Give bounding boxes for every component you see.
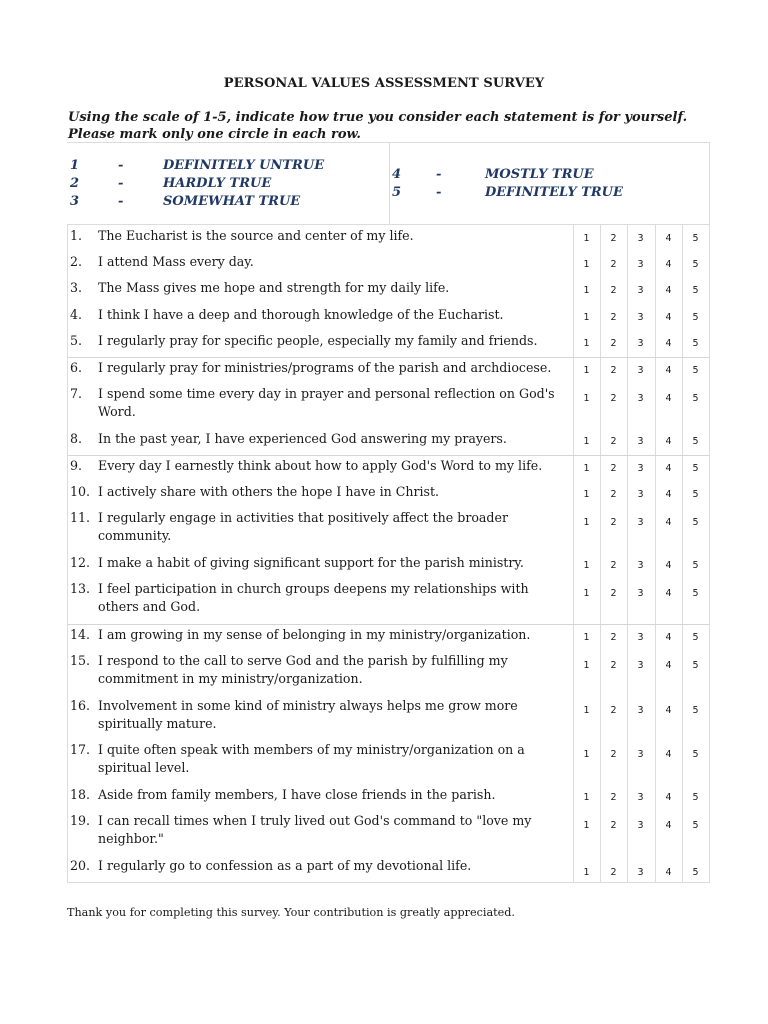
legend-dash: - [118,158,124,173]
legend-label: DEFINITELY TRUE [485,185,623,200]
table-column-divider [655,225,656,882]
question-text: I quite often speak with members of my ministry/organization on a spiritual level. [98,742,525,775]
rating-option-2[interactable]: 2 [610,588,617,599]
legend-num: 1 [70,158,80,173]
rating-option-5[interactable]: 5 [692,436,699,447]
rating-option-5[interactable]: 5 [692,312,699,323]
question-text: I spend some time every day in prayer and personal reflection on God's Word. [98,386,555,419]
legend-label: MOSTLY TRUE [485,167,594,182]
question-number: 2. [70,254,83,269]
question-text: I attend Mass every day. [98,254,254,269]
question-text: I regularly pray for ministries/programs of the parish and archdiocese. [98,360,552,375]
rating-option-2[interactable]: 2 [610,660,617,671]
survey-table [67,224,710,883]
table-column-divider [573,225,574,882]
rating-option-5[interactable]: 5 [692,588,699,599]
rating-option-3[interactable]: 3 [637,660,644,671]
rating-option-2[interactable]: 2 [610,338,617,349]
rating-option-3[interactable]: 3 [637,312,644,323]
legend-num: 3 [70,194,80,209]
rating-option-3[interactable]: 3 [637,517,644,528]
question-number: 3. [70,280,83,295]
rating-option-3[interactable]: 3 [637,820,644,831]
rating-option-4[interactable]: 4 [665,560,672,571]
rating-option-3[interactable]: 3 [637,867,644,878]
question-number: 4. [70,307,83,322]
question-text: In the past year, I have experienced God answering my prayers. [98,431,507,446]
question-number: 1. [70,228,83,243]
rating-option-1[interactable]: 1 [583,259,590,270]
rating-option-5[interactable]: 5 [692,489,699,500]
rating-option-5[interactable]: 5 [692,393,699,404]
question-text: I am growing in my sense of belonging in my ministry/organization. [98,627,531,642]
rating-option-2[interactable]: 2 [610,312,617,323]
rating-option-1[interactable]: 1 [583,820,590,831]
legend-right-column [389,143,710,225]
legend-dash: - [436,185,442,200]
rating-option-2[interactable]: 2 [610,867,617,878]
rating-option-3[interactable]: 3 [637,259,644,270]
rating-option-3[interactable]: 3 [637,233,644,244]
legend-dash: - [118,176,124,191]
legend-dash: - [118,194,124,209]
table-column-divider [682,225,683,882]
instructions-line-1: Using the scale of 1-5, indicate how true you consider each statement is for yourself. [68,110,688,125]
question-number: 7. [70,386,83,401]
question-number: 18. [70,787,91,802]
rating-option-4[interactable]: 4 [665,749,672,760]
instructions-line-2: Please mark only one circle in each row. [68,127,361,142]
rating-option-5[interactable]: 5 [692,338,699,349]
rating-option-1[interactable]: 1 [583,632,590,643]
rating-option-4[interactable]: 4 [665,436,672,447]
rating-option-2[interactable]: 2 [610,259,617,270]
rating-option-3[interactable]: 3 [637,588,644,599]
rating-option-2[interactable]: 2 [610,285,617,296]
rating-option-5[interactable]: 5 [692,820,699,831]
rating-option-3[interactable]: 3 [637,792,644,803]
question-number: 11. [70,510,91,525]
rating-option-4[interactable]: 4 [665,365,672,376]
rating-option-4[interactable]: 4 [665,338,672,349]
table-group-divider [68,624,709,625]
rating-option-5[interactable]: 5 [692,259,699,270]
table-group-divider [68,455,709,456]
question-text: I can recall times when I truly lived out God's command to "love my neighbor." [98,813,532,846]
rating-option-5[interactable]: 5 [692,517,699,528]
rating-option-3[interactable]: 3 [637,338,644,349]
rating-option-2[interactable]: 2 [610,517,617,528]
rating-option-2[interactable]: 2 [610,560,617,571]
question-number: 14. [70,627,91,642]
rating-option-1[interactable]: 1 [583,749,590,760]
rating-option-2[interactable]: 2 [610,820,617,831]
rating-option-3[interactable]: 3 [637,285,644,296]
question-text: The Eucharist is the source and center of my life. [98,228,414,243]
rating-option-1[interactable]: 1 [583,588,590,599]
rating-option-2[interactable]: 2 [610,436,617,447]
table-group-divider [68,357,709,358]
legend-left-column [67,143,390,225]
rating-option-5[interactable]: 5 [692,792,699,803]
rating-option-2[interactable]: 2 [610,463,617,474]
rating-option-3[interactable]: 3 [637,365,644,376]
rating-option-3[interactable]: 3 [637,436,644,447]
question-number: 9. [70,458,83,473]
rating-option-4[interactable]: 4 [665,632,672,643]
rating-option-2[interactable]: 2 [610,705,617,716]
rating-option-5[interactable]: 5 [692,285,699,296]
question-number: 8. [70,431,83,446]
rating-option-1[interactable]: 1 [583,285,590,296]
rating-option-3[interactable]: 3 [637,393,644,404]
rating-option-1[interactable]: 1 [583,660,590,671]
rating-option-4[interactable]: 4 [665,463,672,474]
question-number: 13. [70,581,91,596]
rating-option-2[interactable]: 2 [610,489,617,500]
rating-option-5[interactable]: 5 [692,749,699,760]
rating-option-2[interactable]: 2 [610,749,617,760]
rating-option-4[interactable]: 4 [665,867,672,878]
question-number: 6. [70,360,83,375]
rating-option-1[interactable]: 1 [583,560,590,571]
question-number: 15. [70,653,91,668]
rating-option-5[interactable]: 5 [692,705,699,716]
rating-option-1[interactable]: 1 [583,792,590,803]
question-text: I respond to the call to serve God and the parish by fulfilling my commitment in my ministry/organization. [98,653,508,686]
rating-option-5[interactable]: 5 [692,365,699,376]
rating-option-1[interactable]: 1 [583,393,590,404]
question-text: The Mass gives me hope and strength for my daily life. [98,280,450,295]
question-text: I make a habit of giving significant support for the parish ministry. [98,555,524,570]
rating-option-4[interactable]: 4 [665,705,672,716]
page-title: PERSONAL VALUES ASSESSMENT SURVEY [223,76,545,91]
legend-num: 5 [392,185,402,200]
rating-option-1[interactable]: 1 [583,338,590,349]
rating-option-4[interactable]: 4 [665,489,672,500]
footer-thanks: Thank you for completing this survey. Your contribution is greatly appreciated. [67,906,515,919]
rating-option-4[interactable]: 4 [665,312,672,323]
rating-option-4[interactable]: 4 [665,660,672,671]
rating-option-1[interactable]: 1 [583,867,590,878]
rating-option-4[interactable]: 4 [665,792,672,803]
rating-option-3[interactable]: 3 [637,489,644,500]
rating-option-2[interactable]: 2 [610,233,617,244]
question-number: 5. [70,333,83,348]
rating-option-4[interactable]: 4 [665,259,672,270]
question-number: 12. [70,555,91,570]
rating-option-3[interactable]: 3 [637,749,644,760]
question-number: 19. [70,813,91,828]
question-text: I think I have a deep and thorough knowledge of the Eucharist. [98,307,504,322]
rating-option-1[interactable]: 1 [583,436,590,447]
rating-option-5[interactable]: 5 [692,632,699,643]
rating-option-1[interactable]: 1 [583,463,590,474]
question-text: I regularly engage in activities that positively affect the broader community. [98,510,508,543]
rating-option-3[interactable]: 3 [637,705,644,716]
rating-option-1[interactable]: 1 [583,365,590,376]
legend-label: SOMEWHAT TRUE [163,194,301,209]
rating-option-4[interactable]: 4 [665,393,672,404]
rating-option-5[interactable]: 5 [692,867,699,878]
legend-dash: - [436,167,442,182]
question-text: I actively share with others the hope I have in Christ. [98,484,440,499]
scale-legend [67,142,710,225]
rating-option-2[interactable]: 2 [610,792,617,803]
rating-option-1[interactable]: 1 [583,489,590,500]
rating-option-4[interactable]: 4 [665,517,672,528]
question-text: Aside from family members, I have close friends in the parish. [98,787,496,802]
legend-num: 4 [392,167,402,182]
rating-option-2[interactable]: 2 [610,393,617,404]
rating-option-1[interactable]: 1 [583,705,590,716]
rating-option-1[interactable]: 1 [583,312,590,323]
rating-option-5[interactable]: 5 [692,233,699,244]
legend-num: 2 [70,176,80,191]
question-number: 20. [70,858,91,873]
rating-option-5[interactable]: 5 [692,560,699,571]
rating-option-5[interactable]: 5 [692,660,699,671]
rating-option-1[interactable]: 1 [583,233,590,244]
rating-option-4[interactable]: 4 [665,233,672,244]
instructions [68,109,728,143]
table-column-divider [600,225,601,882]
question-number: 17. [70,742,91,757]
rating-option-3[interactable]: 3 [637,632,644,643]
question-text: I feel participation in church groups deepens my relationships with others and God. [98,581,529,614]
rating-option-3[interactable]: 3 [637,560,644,571]
rating-option-3[interactable]: 3 [637,463,644,474]
rating-option-1[interactable]: 1 [583,517,590,528]
rating-option-2[interactable]: 2 [610,632,617,643]
question-text: Every day I earnestly think about how to apply God's Word to my life. [98,458,543,473]
rating-option-4[interactable]: 4 [665,588,672,599]
question-number: 16. [70,698,91,713]
question-text: I regularly go to confession as a part of my devotional life. [98,858,472,873]
rating-option-2[interactable]: 2 [610,365,617,376]
rating-option-4[interactable]: 4 [665,820,672,831]
rating-option-5[interactable]: 5 [692,463,699,474]
question-text: I regularly pray for specific people, especially my family and friends. [98,333,538,348]
legend-label: HARDLY TRUE [163,176,272,191]
table-column-divider [627,225,628,882]
question-number: 10. [70,484,91,499]
rating-option-4[interactable]: 4 [665,285,672,296]
legend-label: DEFINITELY UNTRUE [163,158,325,173]
question-text: Involvement in some kind of ministry always helps me grow more spiritually mature. [98,698,518,731]
